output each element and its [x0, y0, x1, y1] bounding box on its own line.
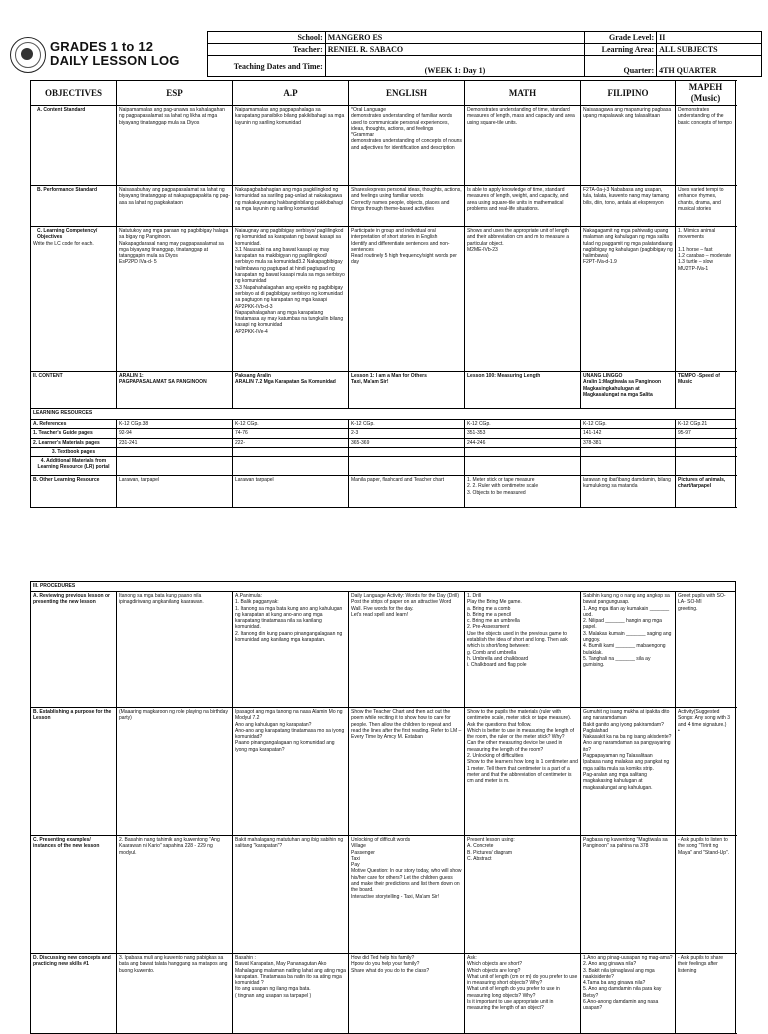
cell-1: Naipamamalas ang pagpapahalaga sa karapatang pansibiko bilang pakikibahagi sa mga layunin ng sariling komunidad [233, 106, 349, 186]
resource-row [31, 420, 736, 429]
row-label [31, 186, 117, 227]
cell-5: 95-97 [676, 429, 736, 438]
cell-0: (Maaaring magkaroon ng role playing na birthday party) [117, 708, 233, 836]
cell-4: Gumuhit ng isang mukha at ipakita dito ang nararamdaman Bakit ganito ang iyong pakiramdam? Paglalahad Nakasakit ka na ba ng isang akisdente? Ano ang naramdaman sa pangyayaring ito? Pagpapayaman ng Talasalitaan Ipabasa nang malakas ang pangkat ng mga salita mula sa komiks strip. Pag-aralan ang mga salitang magkakasing kahulugan at magkasalungat ang kahulugan. [581, 708, 676, 836]
cell-0: Naipamamalas ang pag-unawa sa kahalagahan ng pagpapasalamat sa lahat ng likha at mga biyayang tinatanggap mula sa Diyos [117, 106, 233, 186]
column-header-0: ESP [117, 81, 233, 106]
document-title [50, 40, 180, 68]
procedures-label: III. PROCEDURES [31, 582, 736, 592]
cell-2 [349, 447, 465, 456]
cell-2: Lesson 1: I am a Man for Others Taxi, Ma'am Sir! [349, 372, 465, 409]
grade-value: II [657, 32, 762, 44]
resource-row [31, 447, 736, 456]
row-label-text: B. Performance Standard [37, 187, 98, 193]
cell-1: K-12 CGp. [233, 420, 349, 429]
row-label: 4. Additional Materials from Learning Resource (LR) portal [31, 457, 117, 476]
row-label: B. Other Learning Resource [31, 476, 117, 508]
cell-4: Sabihin kung ng o nang ang angkop sa bawat pangungusap. 1. Ang mga itlan ay kumakain _______ uod. 2. Nilipad _______ hangin ang mga papel. 3. Malakas kumain _______ saging ang unggoy. 4. Bumili kami _______ mabaengong bulaklak. 5. Tanghali na _______ sila ay gumising. [581, 592, 676, 708]
cell-1: Ipasagot ang mga tanong na nasa Alamin Mo ng Modyul 7.2 Ano ang kahulugan ng karapatan? Ano-ano ang karapatang tinatamasa mo sa iyong komunidad? Paano pinangangalagaan ng komunidad ang iyong mga karapatan? [233, 708, 349, 836]
school-value: MANGERO ES [325, 32, 584, 44]
cell-3: K-12 CGp. [465, 420, 581, 429]
cell-5 [676, 457, 736, 476]
dates-label: Teaching Dates and Time: [208, 56, 326, 77]
cell-1: Paksang Aralin ARALIN 7.2 Mga Karapatan Sa Komunidad [233, 372, 349, 409]
cell-0: ARALIN 1: PAGPAPASALAMAT SA PANGINOON [117, 372, 233, 409]
row-label: A. Reviewing previous lesson or presenting the new lesson [31, 592, 117, 708]
procedure-row [31, 708, 736, 836]
row-label-text: C. Learning Competency/ Objectives [37, 228, 98, 241]
cell-2: How did Ted help his family? Hpow do you help your family? Share what do you do to the class? [349, 954, 465, 1034]
row-label: D. Discussing new concepts and practicing new skills #1 [31, 954, 117, 1034]
deped-seal-icon [10, 37, 46, 73]
row-label [31, 227, 117, 372]
cell-3: Shows and uses the appropriate unit of length and their abbreviation cm and m to measure a particular object. M2ME-IVb-23 [465, 227, 581, 372]
row-label: A. References [31, 420, 117, 429]
cell-5 [676, 438, 736, 447]
cell-0: K-12 CGp.38 [117, 420, 233, 429]
row-label-text: II. CONTENT [33, 373, 63, 379]
cell-0: Natutukoy ang mga paraan ng pagbibigay halaga sa bigay ng Panginoon. Nakapagdarasal nang may pagpapasalamat sa mga biyayang tinanggap, tinatanggap at tatanggapin mula sa Diyos EsP2PD IVa-d- 5 [117, 227, 233, 372]
cell-3 [465, 447, 581, 456]
quarter-value: 4TH QUARTER [657, 56, 762, 77]
procedure-row [31, 954, 736, 1034]
cell-5: TEMPO -Speed of Music [676, 372, 736, 409]
procedure-row [31, 836, 736, 954]
cell-2: K-12 CGp. [349, 420, 465, 429]
cell-4: Pagbasa ng kuwentong "Magtiwala sa Panginoon" sa pahina na 378 [581, 836, 676, 954]
cell-5: 1. Mimics animal movements 1.1 horse – fast 1.2 carabao – moderate 1.3 turtle – slow MU2TP-IVa-1 [676, 227, 736, 372]
cell-4 [581, 457, 676, 476]
row-label [31, 372, 117, 409]
resource-row [31, 429, 736, 438]
cell-2: Shares/express personal ideas, thoughts, actions, and feelings using familiar words Correctly names people, objects, places and things through theme-based activities [349, 186, 465, 227]
resource-row [31, 476, 736, 508]
row-label: 3. Textbook pages [31, 447, 117, 456]
objectives-header: OBJECTIVES [31, 81, 117, 106]
cell-2: *Oral Language demonstrates understanding of familiar words used to communicate personal experiences, ideas, thoughts, actions, and feelings *Grammar demonstrates understanding of concepts of nouns and adjectives for identification and description [349, 106, 465, 186]
cell-0: Naisasabuhay ang pagpapasalamat sa lahat ng biyayang tinatanggap at nakapagpapakita ng pag-asa sa lahat ng pagkakataon [117, 186, 233, 227]
cell-4: F2TA-0a-j-3 Nababasa ang usapan, tula, talata, kuwento nang may tamang bilis, diin, tono, antala at ekspresyon [581, 186, 676, 227]
row-label [31, 106, 117, 186]
cell-1: Bakit mahalagang matutuhan ang ibig sabihin ng salitang "karapatan"? [233, 836, 349, 954]
cell-3 [465, 457, 581, 476]
cell-1: 74-76 [233, 429, 349, 438]
cell-4: K-12 CGp. [581, 420, 676, 429]
cell-0: 231-241 [117, 438, 233, 447]
cell-5: Demonstrates understanding of the basic concepts of tempo [676, 106, 736, 186]
cell-4: Nakagagamit ng mga pahiwatig upang malaman ang kahulugan ng mga salita tulad ng paggamit ng mga palatandaang nagbibigay ng kahulugan (pagbibigay ng halimbawa) F2PT-IVa-d-1.9 [581, 227, 676, 372]
cell-5: Uses varied tempi to enhance rhymes, chants, drama, and musical stories [676, 186, 736, 227]
cell-2: Daily Language Activity: Words for the Day (Drill) Post the strips of paper on an attractive Word Wall. Five words for the day. Let's read spell and learn! [349, 592, 465, 708]
cell-1: Naiaugnay ang pagbibigay serbisyo/ paglilingkod ng komunidad sa karapatan ng bawat kasapi sa komunidad. 3.1 Nauusabi na ang bawat kasapi ay may karapatan na makibigyan ng paglilingkod/ serbisyo mula sa komunidad3.2 Nakapagbibigay halimbawa ng pagtupad at hindi pagtupad ng karapatan ng bawat kasapi mula sa mga serbisyo ng komunidad 3.3 Napahahalagahan ang epekto ng pagbibigay serbisyo at di pagbibigay serbisyo ng komunidad sa pagtugon ng karapatan ng mga kasapi AP2PKK-IVb-d-3 Napapahalagahan ang mga karapatang tinatamasa ay may katumbas na tungkulin bilang kasapi ng komunidad AP2PKK-IVe-4 [233, 227, 349, 372]
row-label: B. Establishing a purpose for the Lesson [31, 708, 117, 836]
cell-1: Larawan tarpapel [233, 476, 349, 508]
cell-0: 3. Ipabasa muli ang kuwento nang pabigkas sa bata ang bawat talata hanggang sa matapos ang buong kuwento. [117, 954, 233, 1034]
cell-3: Show to the pupils the materials (ruler with centimetre scale, meter stick or tape measure). Ask the questions that follow. Which is better to use in measuring the length of the room, the ruler or the meter stick? Why? Can the other measuring device be used in measuring the length of the room? 2. Unlocking of difficulties Show to the learners how long is 1 centimeter and 1 meter. Tell them that centimeter is a part of a meter and that the abbreviation of centimeter is cm and meter is m. [465, 708, 581, 836]
cell-4: UNANG LINGGO Aralin 1:Magtiwala sa Panginoon Magkasingkahulugan at Magkasalungat na mga Salita [581, 372, 676, 409]
grade-label: Grade Level: [585, 32, 657, 44]
cell-1: Nakapagbabahagian ang mga pagkilingkod ng komunidad sa sariling pag-unlad at nakakagawa ng makakayanang hakbanginbilang pakikibahagi sa mga layunin ng sariling komunidad [233, 186, 349, 227]
cell-5: Greet pupils with SO-LA- SO-MI greeting. [676, 592, 736, 708]
cell-1: Basahin : Bawat Karapatan, May Pananagutan Ako Mahalagang malaman natling lahat ang ating mga karapatan. Tinatamasa ba natin ito sa ating mga komunidad ? Ito ang usapan ng ilang mga bata. ( tingnan ang usapan sa tarpapel ) [233, 954, 349, 1034]
cell-4: 1.Ano ang pinag-uusapan ng mag-ama? 2. Ano ang ginawa nila? 3. Bakit nila ipinaglaval ang mga naakisidente? 4.Tama ba ang ginawa nila? 5. Ano ang damdamin nila para kay Betsy? 6.Ano-anong damdamin ang nasa usapan? [581, 954, 676, 1034]
quarter-label: Quarter: [585, 56, 657, 77]
procedure-row [31, 592, 736, 708]
cell-0: 2. Basahin nang tahimik ang kuwentong "Ang Kaarawan ni Kario" sapahina 228 - 229 ng modyul. [117, 836, 233, 954]
resource-row [31, 438, 736, 447]
column-header-3: MATH [465, 81, 581, 106]
area-label: Learning Area: [585, 44, 657, 56]
cell-3: 1. Meter stick or tape measure 2. 2. Ruler with centimetre scale 3. Objects to be measured [465, 476, 581, 508]
column-header-2: ENGLISH [349, 81, 465, 106]
row-label: 2. Learner's Materials pages [31, 438, 117, 447]
cell-5: Pictures of animals, chart/tarpapel [676, 476, 736, 508]
title-line-1: GRADES 1 to 12 [50, 39, 154, 54]
cell-5: - Ask pupils to listen to the song "Tiririt ng Maya" and "Stand-Up". [676, 836, 736, 954]
cell-2: Manila paper, flashcard and Teacher chart [349, 476, 465, 508]
cell-4: larawan ng ibat'ibang damdamin, bilang kumulukong sa matanda [581, 476, 676, 508]
header-info-table [207, 31, 762, 77]
procedures-table [30, 581, 736, 1034]
cell-3: 351-353 [465, 429, 581, 438]
dates-value: (WEEK 1: Day 1) [325, 56, 584, 77]
cell-0: 92-94 [117, 429, 233, 438]
cell-4: 141-142 [581, 429, 676, 438]
school-label: School: [208, 32, 326, 44]
cell-5 [676, 447, 736, 456]
cell-5: - Ask pupils to share their feelings after listening [676, 954, 736, 1034]
area-value: ALL SUBJECTS [657, 44, 762, 56]
objectives-table [30, 80, 736, 508]
cell-4: 378-381 [581, 438, 676, 447]
resource-row [31, 457, 736, 476]
cell-4: Naisasagawa ang mapanuring pagbasa upang mapalawak ang talasalitaan [581, 106, 676, 186]
cell-0 [117, 447, 233, 456]
cell-0 [117, 457, 233, 476]
cell-1: A.Panimula: 1. Balik pagganyak: 1. Itanong sa mga bata kung ano ang kahulugan ng karapatan at kung ano-ano ang mga karapatang tinatamasa nila sa kanilang komunidad. 2. Itanong din kung paano pinangangalagaan ng komunidad ang kanilang mga karapatan. [233, 592, 349, 708]
objective-row [31, 372, 736, 409]
cell-0: Larawan, tarpapel [117, 476, 233, 508]
cell-3: 1. Drill Play the Bring Me game. a. Bring me a comb b. Bring me a pencil c. Bring me an umbrella 2. Pre-Assessment Use the objects used in the previous game to establish the idea of short and long. Then ask which is short/long between: g. Comb and umbrella h. Umbrella and chalkboard i. Chalkboard and flag pole [465, 592, 581, 708]
cell-1 [233, 447, 349, 456]
row-label: 1. Teacher's Guide pages [31, 429, 117, 438]
objective-row [31, 227, 736, 372]
cell-3: Present lesson using: A. Concrete B. Pictures/ diagram C. Abstract [465, 836, 581, 954]
cell-3: Lesson 100: Measuring Length [465, 372, 581, 409]
row-label: C. Presenting examples/ instances of the new lesson [31, 836, 117, 954]
cell-4 [581, 447, 676, 456]
objective-row [31, 186, 736, 227]
cell-5: Activity(Suggested Songs: Any song with 3 and 4 time signature.) • [676, 708, 736, 836]
cell-1: 222- [233, 438, 349, 447]
cell-2: Unlocking of difficult words Village Passenger Taxi Pay Motive Question: In our story today, who will show his/her care for others? Let the children guess and make their predictions and list them down on the board. Interactive storytelling - Taxi, Ma'am Sir! [349, 836, 465, 954]
column-header-1: A.P [233, 81, 349, 106]
cell-2: 2-3 [349, 429, 465, 438]
cell-5: K-12 CGp.21 [676, 420, 736, 429]
cell-3: Is able to apply knowledge of time, standard measures of length, weight, and capacity, and area using square-tile units in mathematical problems and real-life situations. [465, 186, 581, 227]
column-header-5: MAPEH (Music) [676, 81, 736, 106]
cell-3: 244-246 [465, 438, 581, 447]
cell-2 [349, 457, 465, 476]
learning-resources-label: LEARNING RESOURCES [31, 409, 736, 420]
title-line-2: DAILY LESSON LOG [50, 53, 180, 68]
teacher-label: Teacher: [208, 44, 326, 56]
objective-row [31, 106, 736, 186]
column-header-4: FILIPINO [581, 81, 676, 106]
cell-2: Participate in group and individual oral interpretation of short stories in English Identify and differentiate sentences and non-sentences Read routinely 5 high frequency/sight words per day [349, 227, 465, 372]
row-label-note: Write the LC code for each. [33, 240, 94, 247]
cell-2: 365-369 [349, 438, 465, 447]
teacher-value: RENIEL R. SABACO [325, 44, 584, 56]
cell-1 [233, 457, 349, 476]
cell-0: Itanong sa mga bata kung paano nila ipinagdiriwang angkanilang kaarawan. [117, 592, 233, 708]
cell-2: Show the Teacher Chart and then act out the poem while reciting it to show how to care for people. Then allow the children to repeat and read the lines after the first reading. Refer to LM – Every Time by Amcy M. Estaban [349, 708, 465, 836]
row-label-text: A. Content Standard [37, 107, 86, 113]
cell-3: Ask: Which objects are short? Which objects are long? What unit of length (cm or m) do you prefer to use in measuring short objects? Why? What unit of length do you prefer to use in measuring long objects? Why? Is it important to use appropriate unit in measuring the length of an object? [465, 954, 581, 1034]
cell-3: Demonstrates understanding of time, standard measures of length, mass and capacity and area using square-tile units. [465, 106, 581, 186]
